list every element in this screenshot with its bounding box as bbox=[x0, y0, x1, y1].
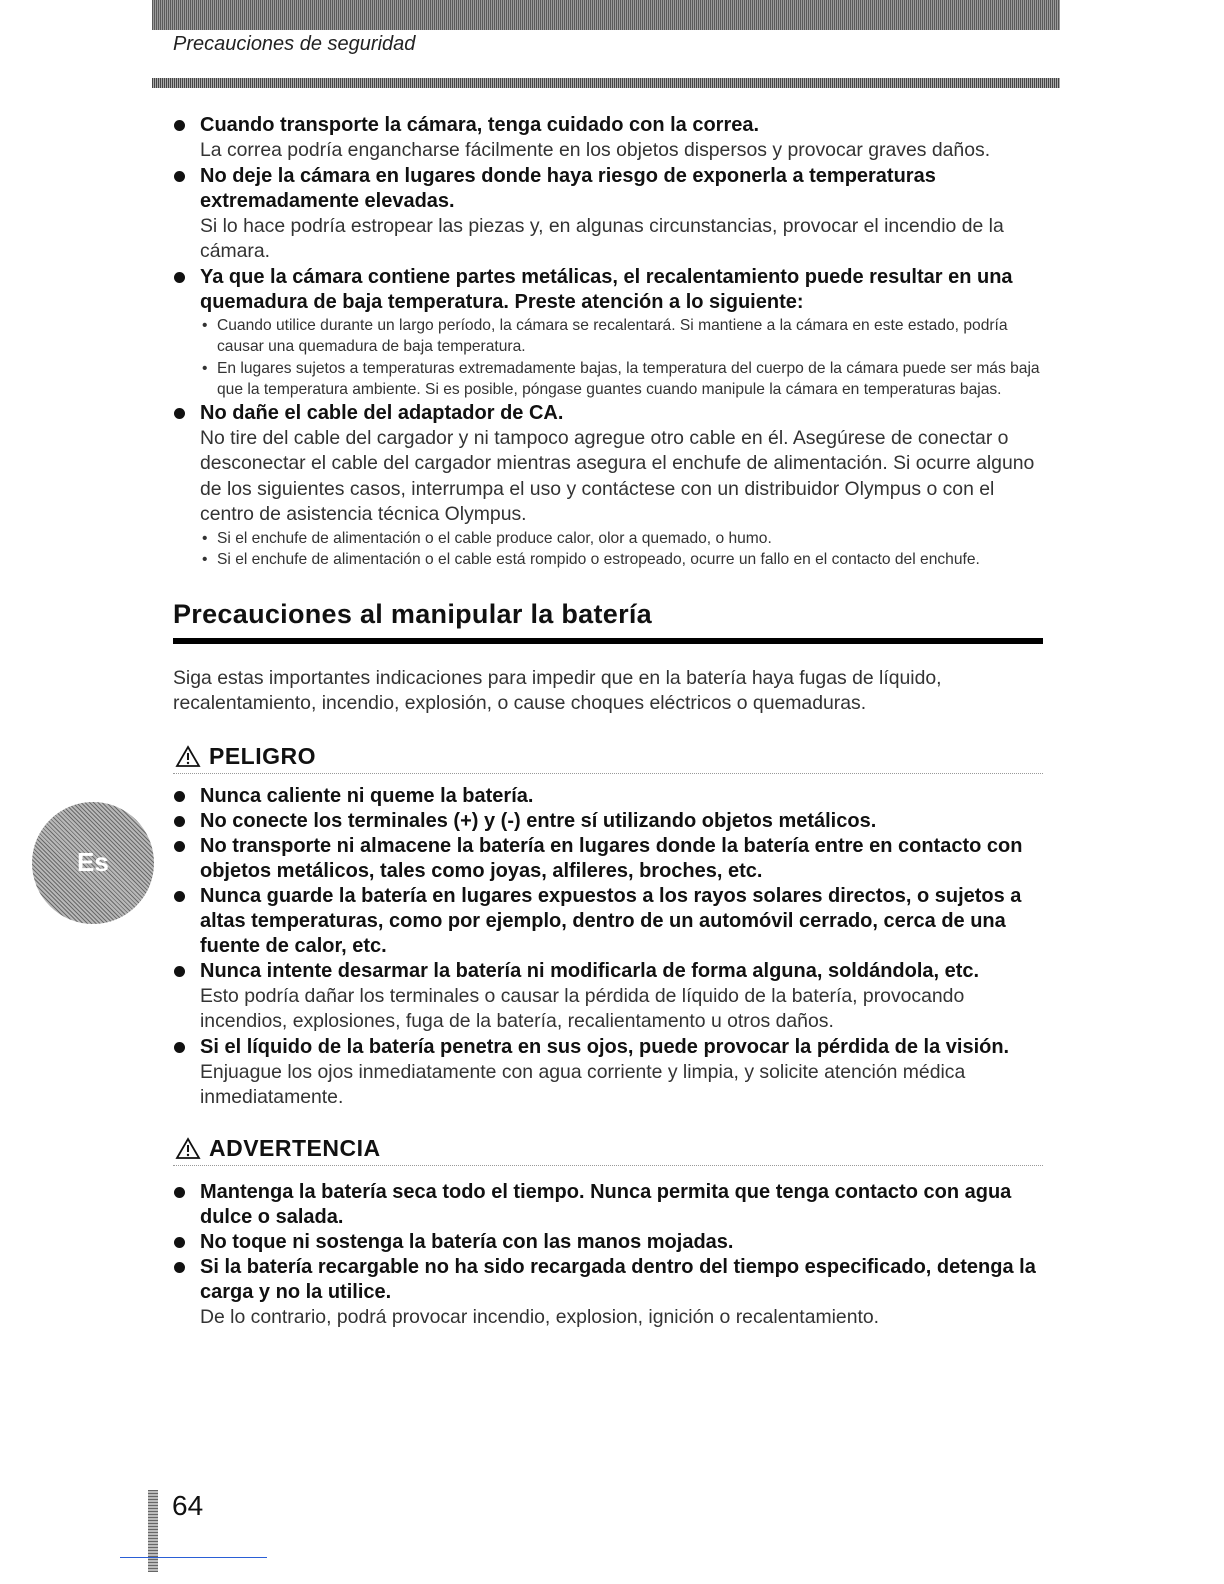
item-title: No deje la cámara en lugares donde haya riesgo de exponerla a temperaturas extremadamente elevadas. bbox=[200, 164, 936, 212]
page-content bbox=[173, 113, 1043, 1330]
sub-item-text: Si el enchufe de alimentación o el cable produce calor, olor a quemado, o humo. bbox=[217, 529, 772, 547]
bullet-icon bbox=[174, 891, 185, 902]
item-title: No transporte ni almacene la batería en lugares donde la batería entre en contacto con objetos metálicos, tales como joyas, alfileres, broches, etc. bbox=[200, 834, 1023, 882]
item-title: Si el líquido de la batería penetra en sus ojos, puede provocar la pérdida de la visión. bbox=[200, 1035, 1010, 1058]
bullet-icon bbox=[174, 120, 185, 131]
bullet-item bbox=[173, 1230, 1043, 1255]
item-body: No tire del cable del cargador y ni tampoco agregue otro cable en él. Asegúrese de conectar o desconectar el cable del cargador mientras asegura el enchufe de alimentación. Si ocurre alguno de los siguientes casos, interrumpa el uso y contáctese con un distribuidor Olympus o con el centro de asistencia técnica Olympus. bbox=[200, 426, 1035, 525]
bullet-icon bbox=[174, 1187, 185, 1198]
danger-header bbox=[173, 743, 1043, 774]
sub-item bbox=[200, 315, 1043, 358]
sub-item bbox=[200, 528, 1043, 550]
bullet-item bbox=[173, 834, 1043, 884]
sub-item bbox=[200, 358, 1043, 401]
page-bar bbox=[148, 1490, 158, 1572]
bullet-item bbox=[173, 784, 1043, 809]
item-body: Si lo hace podría estropear las piezas y, en algunas circunstancias, provocar el incendio de la cámara. bbox=[200, 214, 1004, 262]
item-body: La correa podría engancharse fácilmente en los objetos dispersos y provocar graves daños. bbox=[200, 139, 991, 161]
bullet-icon bbox=[174, 408, 185, 419]
page-number: 64 bbox=[172, 1490, 204, 1521]
danger-block bbox=[173, 743, 1043, 1111]
bullet-icon bbox=[174, 1262, 185, 1273]
warning-block bbox=[173, 1135, 1043, 1331]
top-bar bbox=[152, 0, 1060, 30]
sub-item-text: Cuando utilice durante un largo período, la cámara se recalentará. Si mantiene a la cámara en este estado, podría causar una quemadura de baja temperatura. bbox=[217, 316, 1008, 355]
bullet-item bbox=[173, 401, 1043, 571]
bullet-item bbox=[173, 113, 1043, 164]
bullet-item bbox=[173, 164, 1043, 265]
bullet-icon bbox=[174, 272, 185, 283]
bullet-icon bbox=[174, 1042, 185, 1053]
warning-header bbox=[173, 1135, 1043, 1166]
warning-list bbox=[173, 1180, 1043, 1331]
item-title: No conecte los terminales (+) y (-) entre sí utilizando objetos metálicos. bbox=[200, 809, 877, 832]
safety-list bbox=[173, 113, 1043, 571]
sub-bullet-icon: • bbox=[202, 529, 208, 547]
sub-bullet-icon: • bbox=[202, 359, 208, 377]
sub-item-text: En lugares sujetos a temperaturas extremadamente bajas, la temperatura del cuerpo de la cámara puede ser más baja que la temperatura ambiente. Si es posible, póngase guantes cuando manipule la cámara en temperaturas bajas. bbox=[217, 359, 1040, 398]
page-underline bbox=[120, 1557, 267, 1558]
warning-label: ADVERTENCIA bbox=[209, 1134, 381, 1161]
bullet-item bbox=[173, 884, 1043, 959]
item-title: Nunca caliente ni queme la batería. bbox=[200, 784, 534, 807]
item-body: De lo contrario, podrá provocar incendio, explosion, ignición o recalentamiento. bbox=[200, 1305, 880, 1328]
section-title: Precauciones al manipular la batería bbox=[173, 599, 1043, 644]
item-title: Nunca guarde la batería en lugares expuestos a los rayos solares directos, o sujetos a altas temperaturas, como por ejemplo, dentro de un automóvil cerrado, cerca de una fuente de calor, etc. bbox=[200, 884, 1022, 957]
bullet-icon bbox=[174, 816, 185, 827]
item-body: Esto podría dañar los terminales o causar la pérdida de líquido de la batería, provocando incendios, explosiones, fuga de la batería, recalientamento u otros daños. bbox=[200, 984, 965, 1032]
item-title: Nunca intente desarmar la batería ni modificarla de forma alguna, soldándola, etc. bbox=[200, 959, 980, 982]
danger-label: PELIGRO bbox=[209, 742, 317, 769]
language-tab-label: Es bbox=[77, 847, 109, 877]
danger-list bbox=[173, 784, 1043, 1111]
sub-bullet-icon: • bbox=[202, 551, 208, 568]
item-title: No toque ni sostenga la batería con las manos mojadas. bbox=[200, 1230, 734, 1253]
bullet-item bbox=[173, 1035, 1043, 1111]
bullet-item bbox=[173, 959, 1043, 1035]
sub-item-text: Si el enchufe de alimentación o el cable está rompido o estropeado, ocurre un fallo en el contacto del enchufe. bbox=[217, 551, 980, 568]
item-title: Cuando transporte la cámara, tenga cuidado con la correa. bbox=[200, 114, 760, 136]
item-title: Si la batería recargable no ha sido recargada dentro del tiempo especificado, detenga la carga y no la utilice. bbox=[200, 1255, 1036, 1303]
warning-triangle-icon bbox=[175, 1137, 201, 1160]
bullet-item bbox=[173, 1255, 1043, 1331]
bullet-item bbox=[173, 1180, 1043, 1230]
item-body: Enjuague los ojos inmediatamente con agua corriente y limpia, y solicite atención médica inmediatamente. bbox=[200, 1060, 966, 1108]
bullet-icon bbox=[174, 966, 185, 977]
item-title: Mantenga la batería seca todo el tiempo. Nunca permita que tenga contacto con agua dulce o salada. bbox=[200, 1180, 1012, 1228]
bullet-icon bbox=[174, 171, 185, 182]
sub-item bbox=[200, 549, 1043, 571]
sub-bullet-icon: • bbox=[202, 316, 208, 334]
header-rule bbox=[152, 78, 1060, 88]
bullet-icon bbox=[174, 791, 185, 802]
bullet-item bbox=[173, 265, 1043, 401]
bullet-item bbox=[173, 809, 1043, 834]
item-title: No dañe el cable del adaptador de CA. bbox=[200, 401, 564, 424]
bullet-icon bbox=[174, 841, 185, 852]
section-intro: Siga estas importantes indicaciones para impedir que en la batería haya fugas de líquido, recalentamiento, incendio, explosión, o cause choques eléctricos o quemaduras. bbox=[173, 666, 942, 714]
warning-triangle-icon bbox=[175, 745, 201, 768]
running-head: Precauciones de seguridad bbox=[173, 33, 416, 55]
bullet-icon bbox=[174, 1237, 185, 1248]
item-title: Ya que la cámara contiene partes metálicas, el recalentamiento puede resultar en una quemadura de baja temperatura. Preste atención a lo siguiente: bbox=[200, 265, 1013, 313]
